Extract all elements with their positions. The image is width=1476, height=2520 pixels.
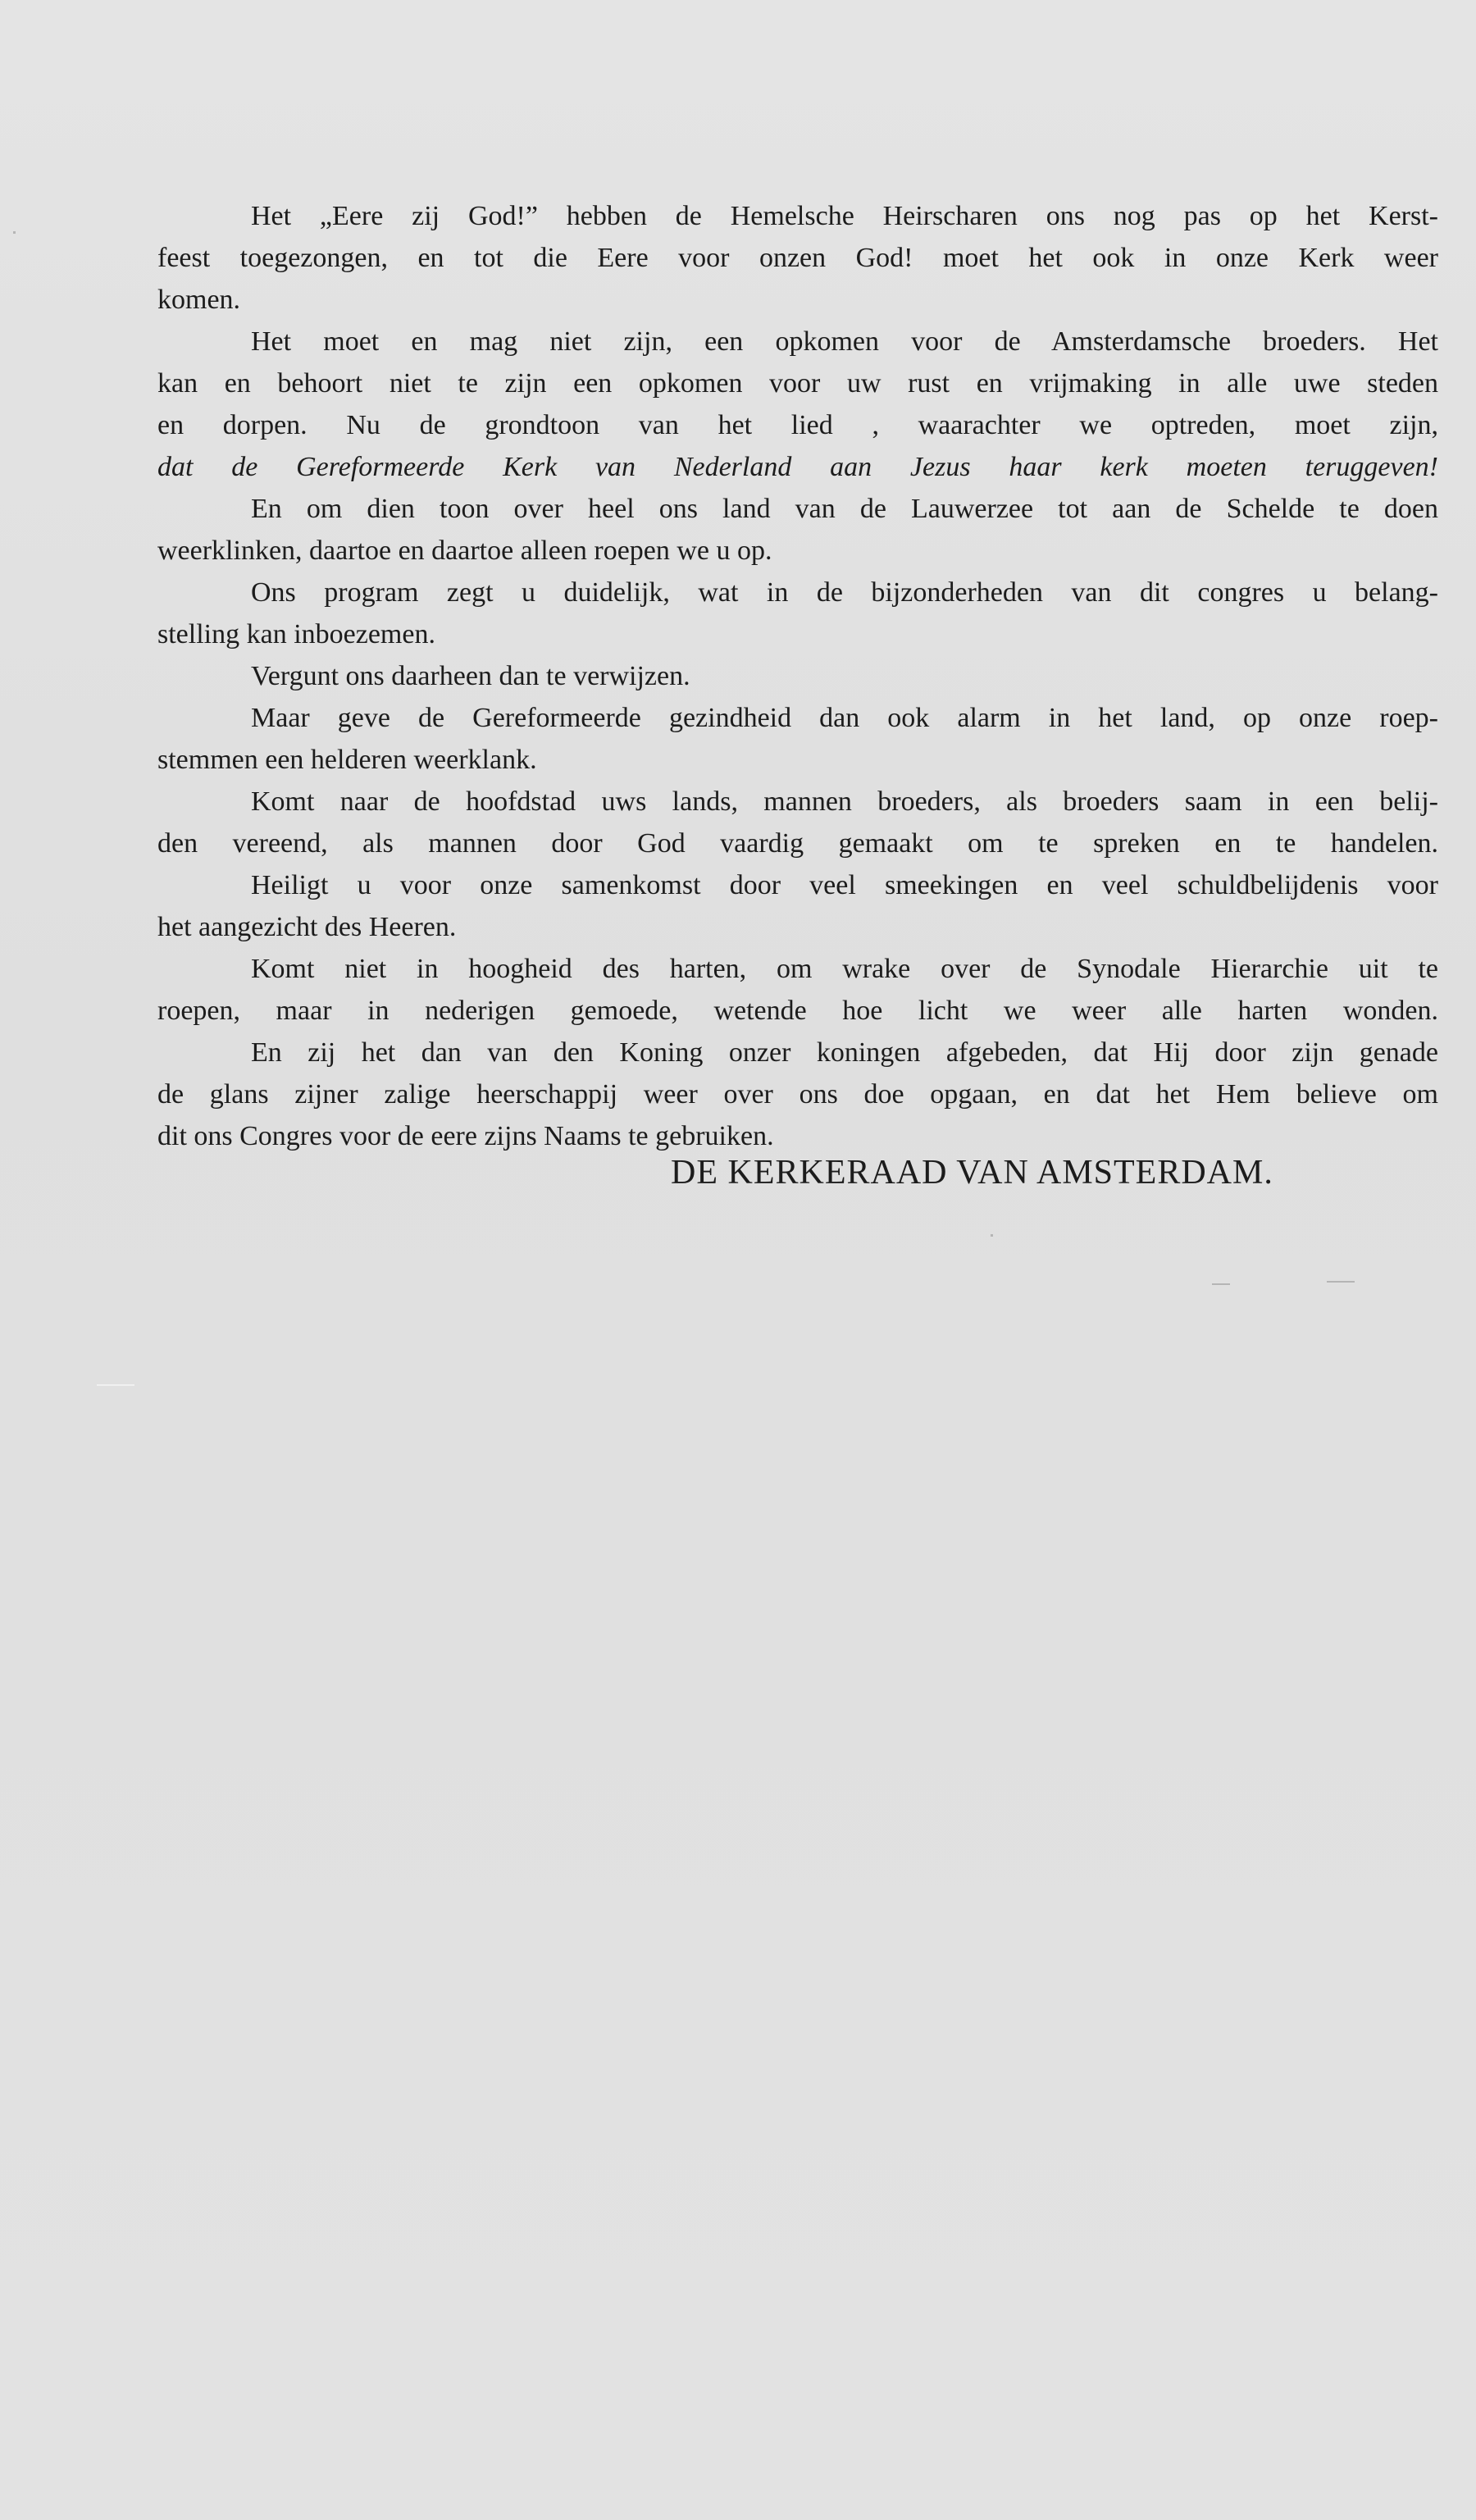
letter-line: de glans zijner zalige heerschappij weer over ons doe opgaan, en dat het Hem believe om (157, 1079, 1438, 1110)
paper-speck (13, 231, 16, 234)
letter-line: Komt niet in hoogheid des harten, om wrake over de Synodale Hierarchie uit te (251, 954, 1438, 984)
letter-line: Het moet en mag niet zijn, een opkomen voor de Amsterdamsche broeders. Het (251, 326, 1438, 357)
letter-line: kan en behoort niet te zijn een opkomen voor uw rust en vrijmaking in alle uwe steden (157, 368, 1438, 399)
paper-speck (1327, 1281, 1355, 1283)
letter-line: den vereend, als mannen door God vaardig gemaakt om te spreken en te handelen. (157, 828, 1438, 859)
letter-line: het aangezicht des Heeren. (157, 912, 457, 942)
letter-line-emphasis: dat de Gereformeerde Kerk van Nederland aan Jezus haar kerk moeten teruggeven! (157, 452, 1438, 482)
letter-line: Heiligt u voor onze samenkomst door veel smeekingen en veel schuldbelijdenis voor (251, 870, 1438, 900)
letter-line: komen. (157, 285, 241, 315)
letter-line: En om dien toon over heel ons land van de Lauwerzee tot aan de Schelde te doen (251, 494, 1438, 524)
letter-line: dit ons Congres voor de eere zijns Naams te gebruiken. (157, 1121, 774, 1151)
paper-speck (991, 1234, 993, 1237)
letter-line: Komt naar de hoofdstad uws lands, mannen broeders, als broeders saam in een belij- (251, 786, 1438, 817)
letter-line: stelling kan inboezemen. (157, 619, 435, 649)
letter-body (157, 195, 1438, 1157)
letter-line: Ons program zegt u duidelijk, wat in de bijzonderheden van dit congres u belang- (251, 577, 1438, 608)
paper-speck (97, 1384, 134, 1386)
letter-line: roepen, maar in nederigen gemoede, wetende hoe licht we weer alle harten wonden. (157, 996, 1438, 1026)
letter-line: stemmen een helderen weerklank. (157, 745, 537, 775)
paper-speck (1212, 1283, 1230, 1285)
letter-line: en dorpen. Nu de grondtoon van het lied , waarachter we optreden, moet zijn, (157, 410, 1438, 440)
letter-line: weerklinken, daartoe en daartoe alleen roepen we u op. (157, 535, 772, 566)
signature: DE KERKERAAD VAN AMSTERDAM. (671, 1154, 1273, 1192)
letter-line: Het „Eere zij God!” hebben de Hemelsche Heirscharen ons nog pas op het Kerst- (251, 201, 1438, 231)
letter-line: Maar geve de Gereformeerde gezindheid dan ook alarm in het land, op onze roep- (251, 703, 1438, 733)
letter-line: En zij het dan van den Koning onzer koningen afgebeden, dat Hij door zijn genade (251, 1037, 1438, 1068)
letter-line: feest toegezongen, en tot die Eere voor onzen God! moet het ook in onze Kerk weer (157, 243, 1438, 273)
letter-line: Vergunt ons daarheen dan te verwijzen. (251, 661, 690, 691)
